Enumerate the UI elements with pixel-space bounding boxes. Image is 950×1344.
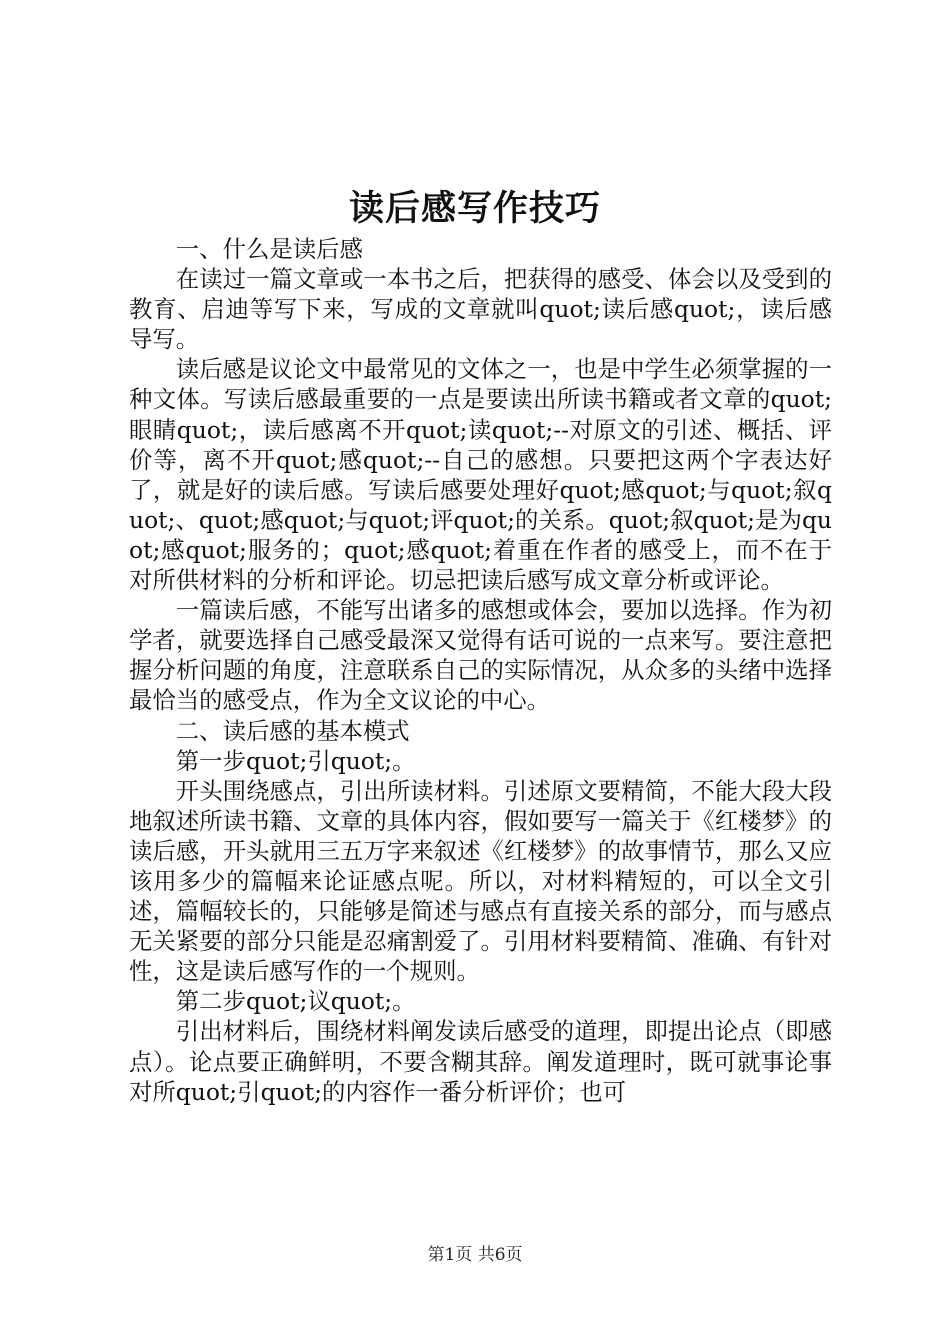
- paragraph-genre: 读后感是议论文中最常见的文体之一，也是中学生必须掌握的一种文体。写读后感最重要的一点是要读出所读书籍或者文章的quot;眼睛quot;，读后感离不开quot;读quot;--对原文的引述、概括、评价等，离不开quot;感quot;--自己的感想。只要把这两个字表达好了，就是好的读后感。写读后感要处理好quot;感quot;与quot;叙quot;、quot;感quot;与quot;评quot;的关系。quot;叙quot;是为quot;感quot;服务的；quot;感quot;着重在作者的感受上，而不在于对所供材料的分析和评论。切忌把读后感写成文章分析或评论。: [129, 355, 832, 595]
- paragraph-choose-point: 一篇读后感，不能写出诸多的感想或体会，要加以选择。作为初学者，就要选择自己感受最深又觉得有话可说的一点来写。要注意把握分析问题的角度，注意联系自己的实际情况，从众多的头绪中选择最恰当的感受点，作为全文议论的中心。: [129, 596, 832, 715]
- paragraph-step-two: 引出材料后，围绕材料阐发读后感受的道理，即提出论点（即感点）。论点要正确鲜明，不要含糊其辞。阐发道理时，既可就事论事对所quot;引quot;的内容作一番分析评价；也可: [129, 1017, 832, 1106]
- paragraph-definition: 在读过一篇文章或一本书之后，把获得的感受、体会以及受到的教育、启迪等写下来，写成的文章就叫quot;读后感quot;，读后感导写。: [129, 265, 832, 354]
- paragraph-step-one: 开头围绕感点，引出所读材料。引述原文要精简，不能大段大段地叙述所读书籍、文章的具体内容，假如要写一篇关于《红楼梦》的读后感，开头就用三五万字来叙述《红楼梦》的故事情节，那么又应该用多少的篇幅来论证感点呢。所以，对材料精短的，可以全文引述，篇幅较长的，只能够是简述与感点有直接关系的部分，而与感点无关紧要的部分只能是忍痛割爱了。引用材料要精简、准确、有针对性，这是读后感写作的一个规则。: [129, 776, 832, 986]
- document-title: 读后感写作技巧: [348, 188, 601, 229]
- page-number-footer: 第1页 共6页: [427, 1245, 523, 1265]
- section-heading-basic-model: 二、读后感的基本模式: [175, 716, 410, 745]
- section-heading-what-is: 一、什么是读后感: [175, 235, 363, 263]
- step-heading-two: 第二步quot;议quot;。: [175, 987, 416, 1016]
- step-heading-one: 第一步quot;引quot;。: [175, 746, 416, 775]
- document-body: [129, 234, 832, 1107]
